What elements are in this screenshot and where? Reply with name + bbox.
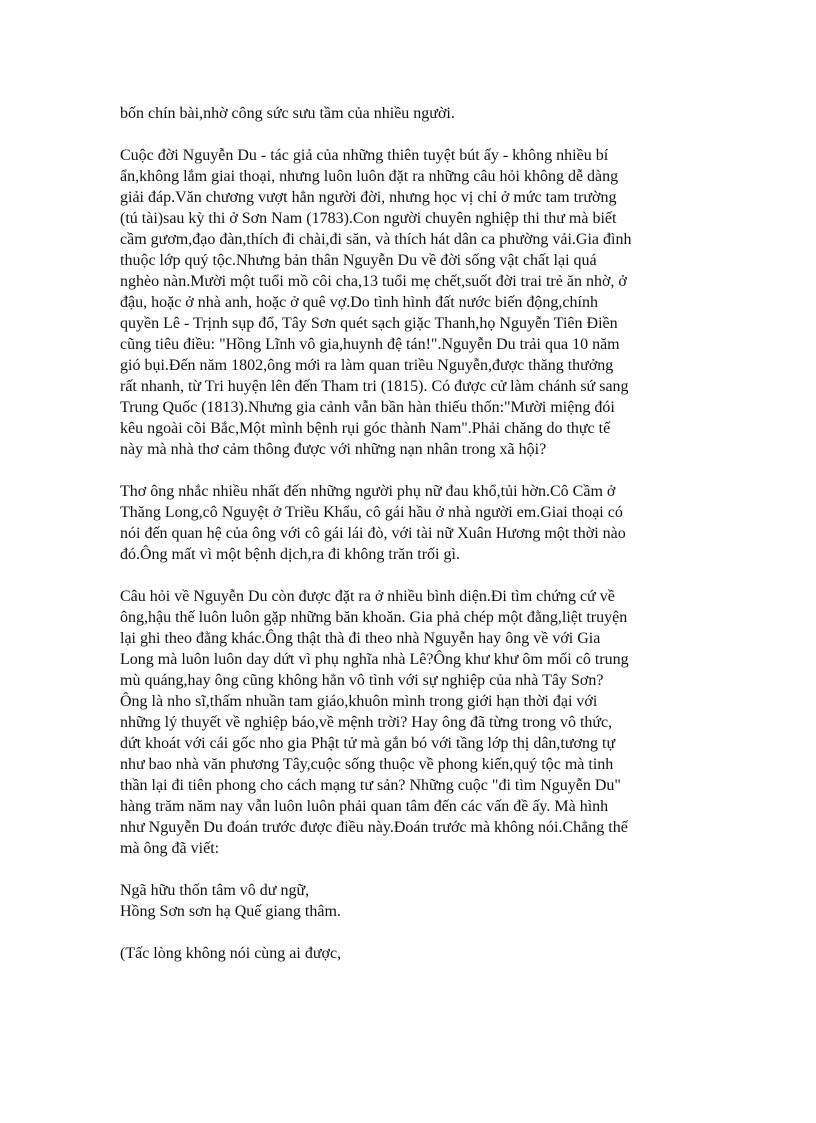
text-line: Câu hỏi về Nguyễn Du còn được đặt ra ở nhiều bình diện.Đi tìm chứng cứ về [120, 588, 615, 605]
paragraph-1 [120, 103, 710, 124]
paragraph-gap [120, 859, 710, 880]
poem-translation [120, 943, 710, 964]
text-line: hàng trăm năm nay vẫn luôn luôn phải quan tâm đến các vấn đề ấy. Mà hình [120, 798, 609, 815]
text-line: mà ông đã viết: [120, 840, 220, 857]
text-line: Cuộc đời Nguyễn Du - tác giả của những thiên tuyệt bút ấy - không nhiều bí [120, 147, 609, 164]
text-line: Thăng Long,cô Nguyệt ở Triều Khẩu, cô gái hầu ở nhà người em.Giai thoại có [120, 504, 623, 521]
verse-line: Hồng Sơn sơn hạ Quế giang thâm. [120, 903, 341, 920]
text-line: rất nhanh, từ Tri huyện lên đến Tham tri (1815). Có được cử làm chánh sứ sang [120, 378, 629, 395]
text-line: thuộc lớp quý tộc.Nhưng bản thân Nguyễn Du về đời sống vật chất lại quá [120, 252, 597, 269]
text-line: thần lại đi tiên phong cho cách mạng tư sản? Những cuộc "đi tìm Nguyễn Du" [120, 777, 621, 794]
paragraph-3 [120, 481, 710, 565]
text-line: cũng tiêu điều: "Hồng Lĩnh vô gia,huynh đệ tán!".Nguyễn Du trải qua 10 năm [120, 336, 620, 353]
paragraph-gap [120, 922, 710, 943]
paragraph-gap [120, 565, 710, 586]
text-line: bốn chín bài,nhờ công sức sưu tầm của nhiều người. [120, 105, 455, 122]
text-line: nghèo nàn.Mười một tuổi mồ côi cha,13 tuổi mẹ chết,suốt đời trai trẻ ăn nhờ, ở [120, 273, 627, 290]
paragraph-gap [120, 124, 710, 145]
poem-verse [120, 880, 710, 922]
text-line: dứt khoát với cái gốc nho gia Phật tử mà gắn bó với tầng lớp thị dân,tương tự [120, 735, 616, 752]
text-line: như Nguyễn Du đoán trước được điều này.Đoán trước mà không nói.Chẳng thế [120, 819, 628, 836]
text-line: Long mà luôn luôn day dứt vì phụ nghĩa nhà Lê?Ông khư khư ôm mối cô trung [120, 651, 629, 668]
text-line: ông,hậu thế luôn luôn gặp những băn khoăn. Gia phả chép một đằng,liệt truyện [120, 609, 628, 626]
paragraph-2 [120, 145, 710, 460]
text-line: này mà nhà thơ cảm thông được với những nạn nhân trong xã hội? [120, 441, 547, 458]
text-line: giải đáp.Văn chương vượt hẳn người đời, nhưng học vị chỉ ở mức tam trường [120, 189, 617, 206]
text-line: đậu, hoặc ở nhà anh, hoặc ở quê vợ.Do tình hình đất nước biến động,chính [120, 294, 598, 311]
verse-line: (Tấc lòng không nói cùng ai được, [120, 945, 342, 962]
verse-line: Ngã hữu thốn tâm vô dư ngữ, [120, 882, 310, 899]
text-line: Trung Quốc (1813).Nhưng gia cảnh vẫn bần hàn thiếu thốn:"Mười miệng đói [120, 399, 615, 416]
text-line: kêu ngoài cõi Bắc,Một mình bệnh rụi góc thành Nam".Phải chăng do thực tế [120, 420, 611, 437]
text-line: cầm gươm,đạo đàn,thích đi chài,đi săn, và thích hát dân ca phường vải.Gia đình [120, 231, 632, 248]
text-line: nói đến quan hệ của ông với cô gái lái đò, với tài nữ Xuân Hương một thời nào [120, 525, 626, 542]
paragraph-4 [120, 586, 710, 859]
text-line: lại ghi theo đằng khác.Ông thật thà đi theo nhà Nguyễn hay ông về với Gia [120, 630, 601, 647]
text-line: đó.Ông mất vì một bệnh dịch,ra đi không trăn trối gì. [120, 546, 460, 563]
paragraph-gap [120, 460, 710, 481]
text-line: gió bụi.Đến năm 1802,ông mới ra làm quan triều Nguyễn,được thăng thưởng [120, 357, 614, 374]
text-line: (tú tài)sau kỳ thi ở Sơn Nam (1783).Con người chuyên nghiệp thi thư mà biết [120, 210, 617, 227]
text-line: mù quáng,hay ông cũng không hẳn vô tình với sự nghiệp của nhà Tây Sơn? [120, 672, 604, 689]
document-body [120, 103, 710, 964]
text-line: Thơ ông nhắc nhiều nhất đến những người phụ nữ đau khổ,tủi hờn.Cô Cầm ở [120, 483, 616, 500]
text-line: những lý thuyết về nghiệp báo,về mệnh trời? Hay ông đã từng trong vô thức, [120, 714, 613, 731]
text-line: quyền Lê - Trịnh sụp đổ, Tây Sơn quét sạch giặc Thanh,họ Nguyễn Tiên Điền [120, 315, 618, 332]
text-line: ẩn,không lắm giai thoại, nhưng luôn luôn đặt ra những câu hỏi không dễ dàng [120, 168, 619, 185]
text-line: Ông là nho sĩ,thấm nhuần tam giáo,khuôn mình trong giới hạn thời đại với [120, 693, 598, 710]
text-line: như bao nhà văn phương Tây,cuộc sống thuộc về phong kiến,quý tộc mà tinh [120, 756, 614, 773]
